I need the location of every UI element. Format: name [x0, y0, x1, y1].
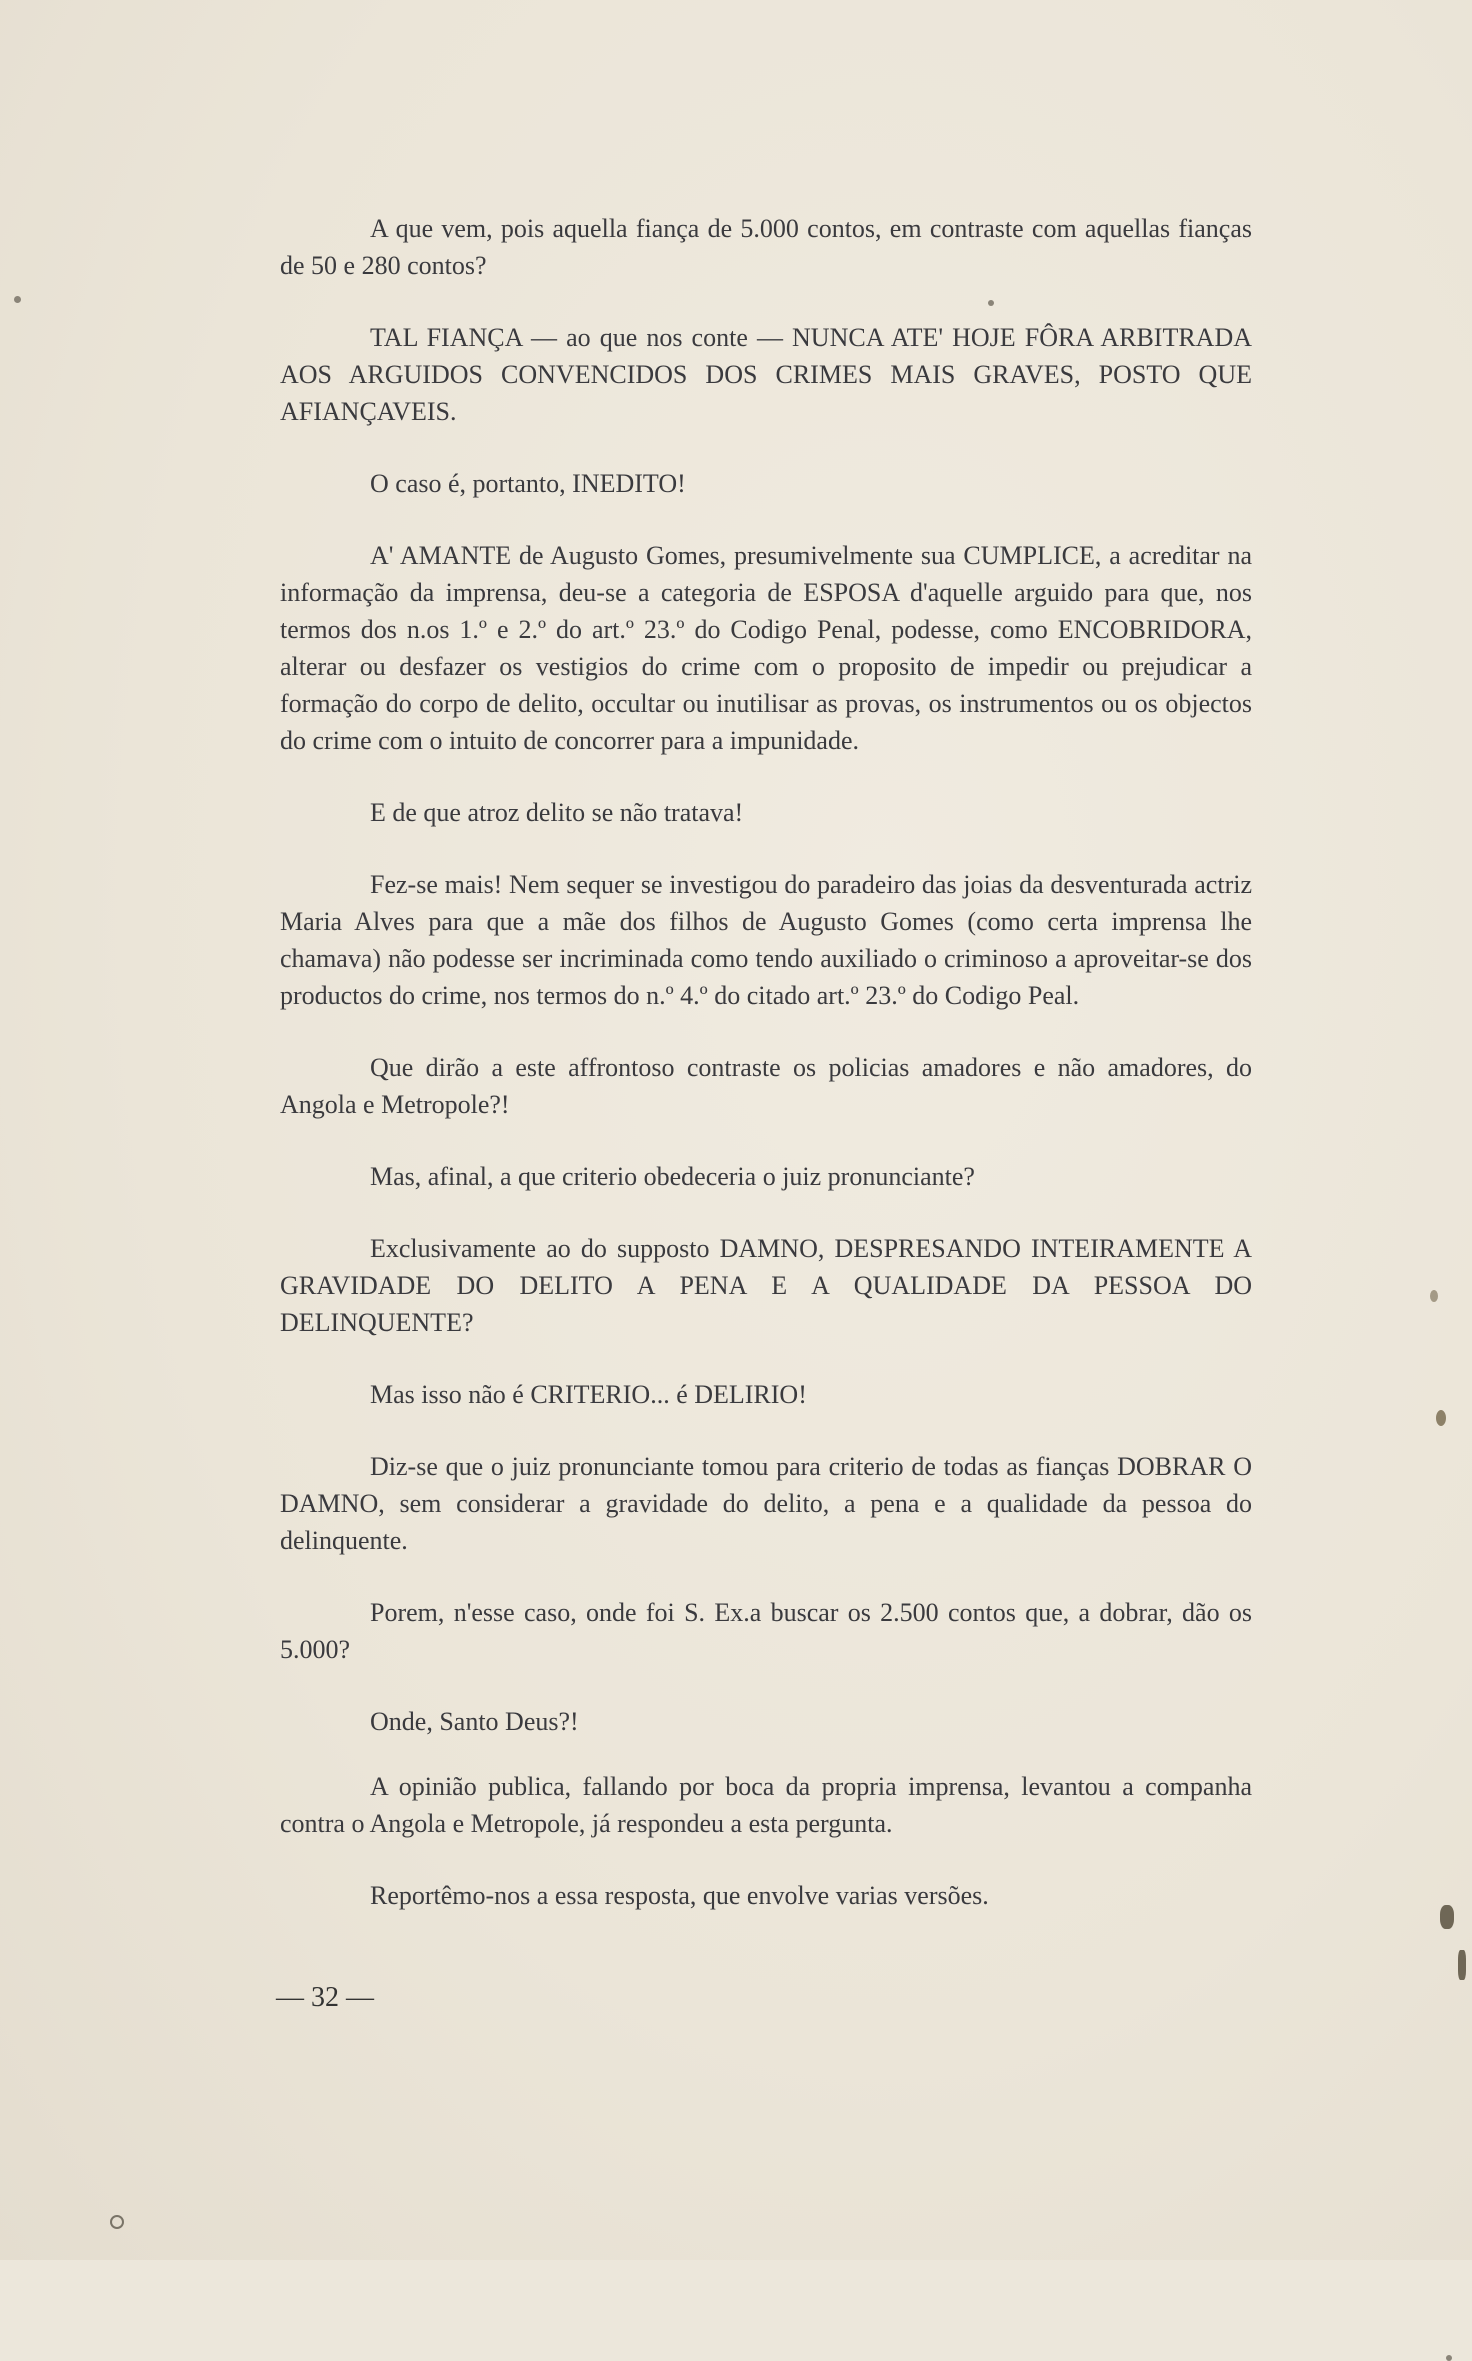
body-text	[280, 210, 1252, 1949]
paragraph-14: A opinião publica, fallando por boca da propria imprensa, levantou a companha contra o Angola e Metropole, já respondeu a esta pergunta.	[280, 1772, 1252, 1838]
scan-speck	[1436, 1410, 1446, 1426]
paragraph-6: Fez-se mais! Nem sequer se investigou do paradeiro das joias da desventurada actriz Maria Alves para que a mãe dos filhos de Augusto Gomes (como certa imprensa lhe chamava) não podesse ser incriminada como tendo auxiliado o criminoso a aproveitar-se dos productos do crime, nos termos do n.º 4.º do citado art.º 23.º do Codigo Peal.	[280, 870, 1252, 1010]
paragraph-11: Diz-se que o juiz pronunciante tomou para criterio de todas as fianças DOBRAR O DAMNO, sem considerar a gravidade do delito, a pena e a qualidade da pessoa do delinquente.	[280, 1452, 1252, 1555]
paragraph-13: Onde, Santo Deus?!	[370, 1707, 579, 1736]
scan-speck	[1430, 1290, 1438, 1302]
scan-speck	[1446, 2355, 1452, 2361]
paragraph-5: E de que atroz delito se não tratava!	[370, 798, 744, 827]
scan-speck	[1458, 1950, 1466, 1980]
scan-speck	[988, 300, 994, 306]
paragraph-1: A que vem, pois aquella fiança de 5.000 contos, em contraste com aquellas fianças de 50 e 280 contos?	[280, 214, 1252, 280]
paragraph-12: Porem, n'esse caso, onde foi S. Ex.a buscar os 2.500 contos que, a dobrar, dão os 5.000?	[280, 1598, 1252, 1664]
scan-speck	[14, 296, 21, 303]
paragraph-7: Que dirão a este affrontoso contraste os policias amadores e não amadores, do Angola e Metropole?!	[280, 1053, 1252, 1119]
page-number: — 32 —	[276, 1982, 374, 2013]
paragraph-8: Mas, afinal, a que criterio obedeceria o juiz pronunciante?	[370, 1162, 975, 1191]
paragraph-2: TAL FIANÇA — ao que nos conte — NUNCA ATE' HOJE FÔRA ARBITRADA AOS ARGUIDOS CONVENCIDOS DOS CRIMES MAIS GRAVES, POSTO QUE AFIANÇAVEIS.	[280, 323, 1252, 426]
scan-speck	[1440, 1905, 1454, 1929]
scan-speck	[110, 2215, 124, 2229]
paragraph-9: Exclusivamente ao do supposto DAMNO, DESPRESANDO INTEIRAMENTE A GRAVIDADE DO DELITO A PENA E A QUALIDADE DA PESSOA DO DELINQUENTE?	[280, 1234, 1252, 1337]
paragraph-10: Mas isso não é CRITERIO... é DELIRIO!	[370, 1380, 807, 1409]
paragraph-4: A' AMANTE de Augusto Gomes, presumivelmente sua CUMPLICE, a acreditar na informação da imprensa, deu-se a categoria de ESPOSA d'aquelle arguido para que, nos termos dos n.os 1.º e 2.º do art.º 23.º do Codigo Penal, podesse, como ENCOBRIDORA, alterar ou desfazer os vestigios do crime com o proposito de impedir ou prejudicar a formação do corpo de delito, occultar ou inutilisar as provas, os instrumentos ou os objectos do crime com o intuito de concorrer para a impunidade.	[280, 541, 1252, 755]
paragraph-3: O caso é, portanto, INEDITO!	[370, 469, 686, 498]
paragraph-15: Reportêmo-nos a essa resposta, que envolve varias versões.	[370, 1881, 989, 1910]
